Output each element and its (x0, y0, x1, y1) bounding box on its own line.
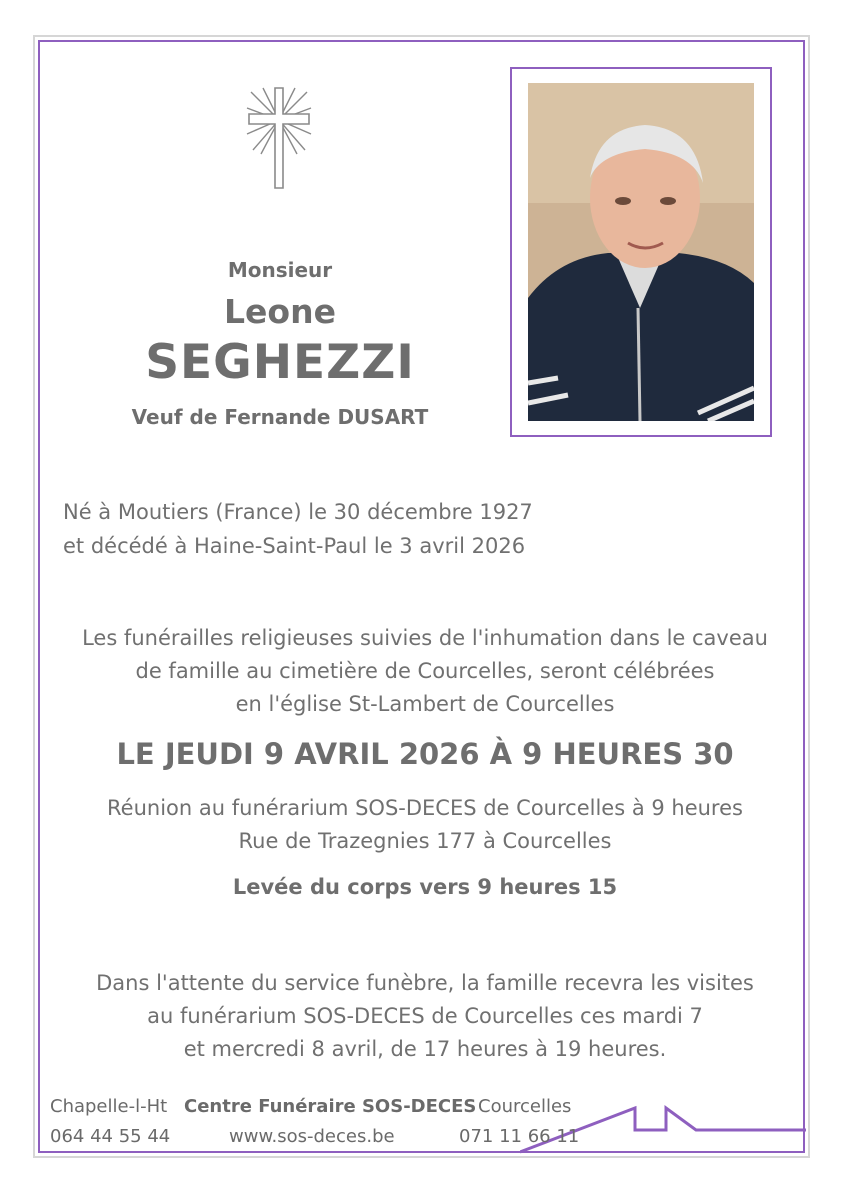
cross-icon (243, 84, 315, 192)
visits-line: au funérarium SOS-DECES de Courcelles ces mardi 7 (147, 1004, 703, 1028)
honorific: Monsieur (227, 258, 333, 282)
birth-line: Né à Moutiers (France) le 30 décembre 1927 (63, 500, 533, 524)
footer-right-city: Courcelles (478, 1096, 572, 1117)
first-name: Leone (224, 292, 336, 331)
ceremony-date: LE JEUDI 9 AVRIL 2026 À 9 HEURES 30 (116, 737, 734, 771)
footer-right-phone: 071 11 66 11 (459, 1126, 580, 1147)
footer-left-phone: 064 44 55 44 (50, 1126, 171, 1147)
funeral-line: Les funérailles religieuses suivies de l'inhumation dans le caveau (82, 626, 768, 650)
portrait-illustration (528, 83, 754, 421)
footer-company-name: Centre Funéraire SOS-DECES (184, 1096, 477, 1117)
footer-left-city: Chapelle-l-Ht (50, 1096, 168, 1117)
footer-website[interactable]: www.sos-deces.be (229, 1126, 395, 1147)
meeting-line: Rue de Trazegnies 177 à Courcelles (238, 829, 612, 853)
funeral-line: en l'église St-Lambert de Courcelles (235, 692, 615, 716)
funeral-line: de famille au cimetière de Courcelles, seront célébrées (135, 659, 715, 683)
portrait-photo (528, 83, 754, 421)
portrait-frame (510, 67, 772, 437)
spouse-line: Veuf de Fernande DUSART (131, 405, 429, 429)
levee-du-corps: Levée du corps vers 9 heures 15 (232, 875, 618, 899)
last-name: SEGHEZZI (145, 335, 415, 390)
death-line: et décédé à Haine-Saint-Paul le 3 avril 2026 (63, 534, 526, 558)
meeting-line: Réunion au funérarium SOS-DECES de Courcelles à 9 heures (107, 796, 743, 820)
visits-line: Dans l'attente du service funèbre, la famille recevra les visites (96, 971, 754, 995)
visits-line: et mercredi 8 avril, de 17 heures à 19 heures. (183, 1037, 667, 1061)
